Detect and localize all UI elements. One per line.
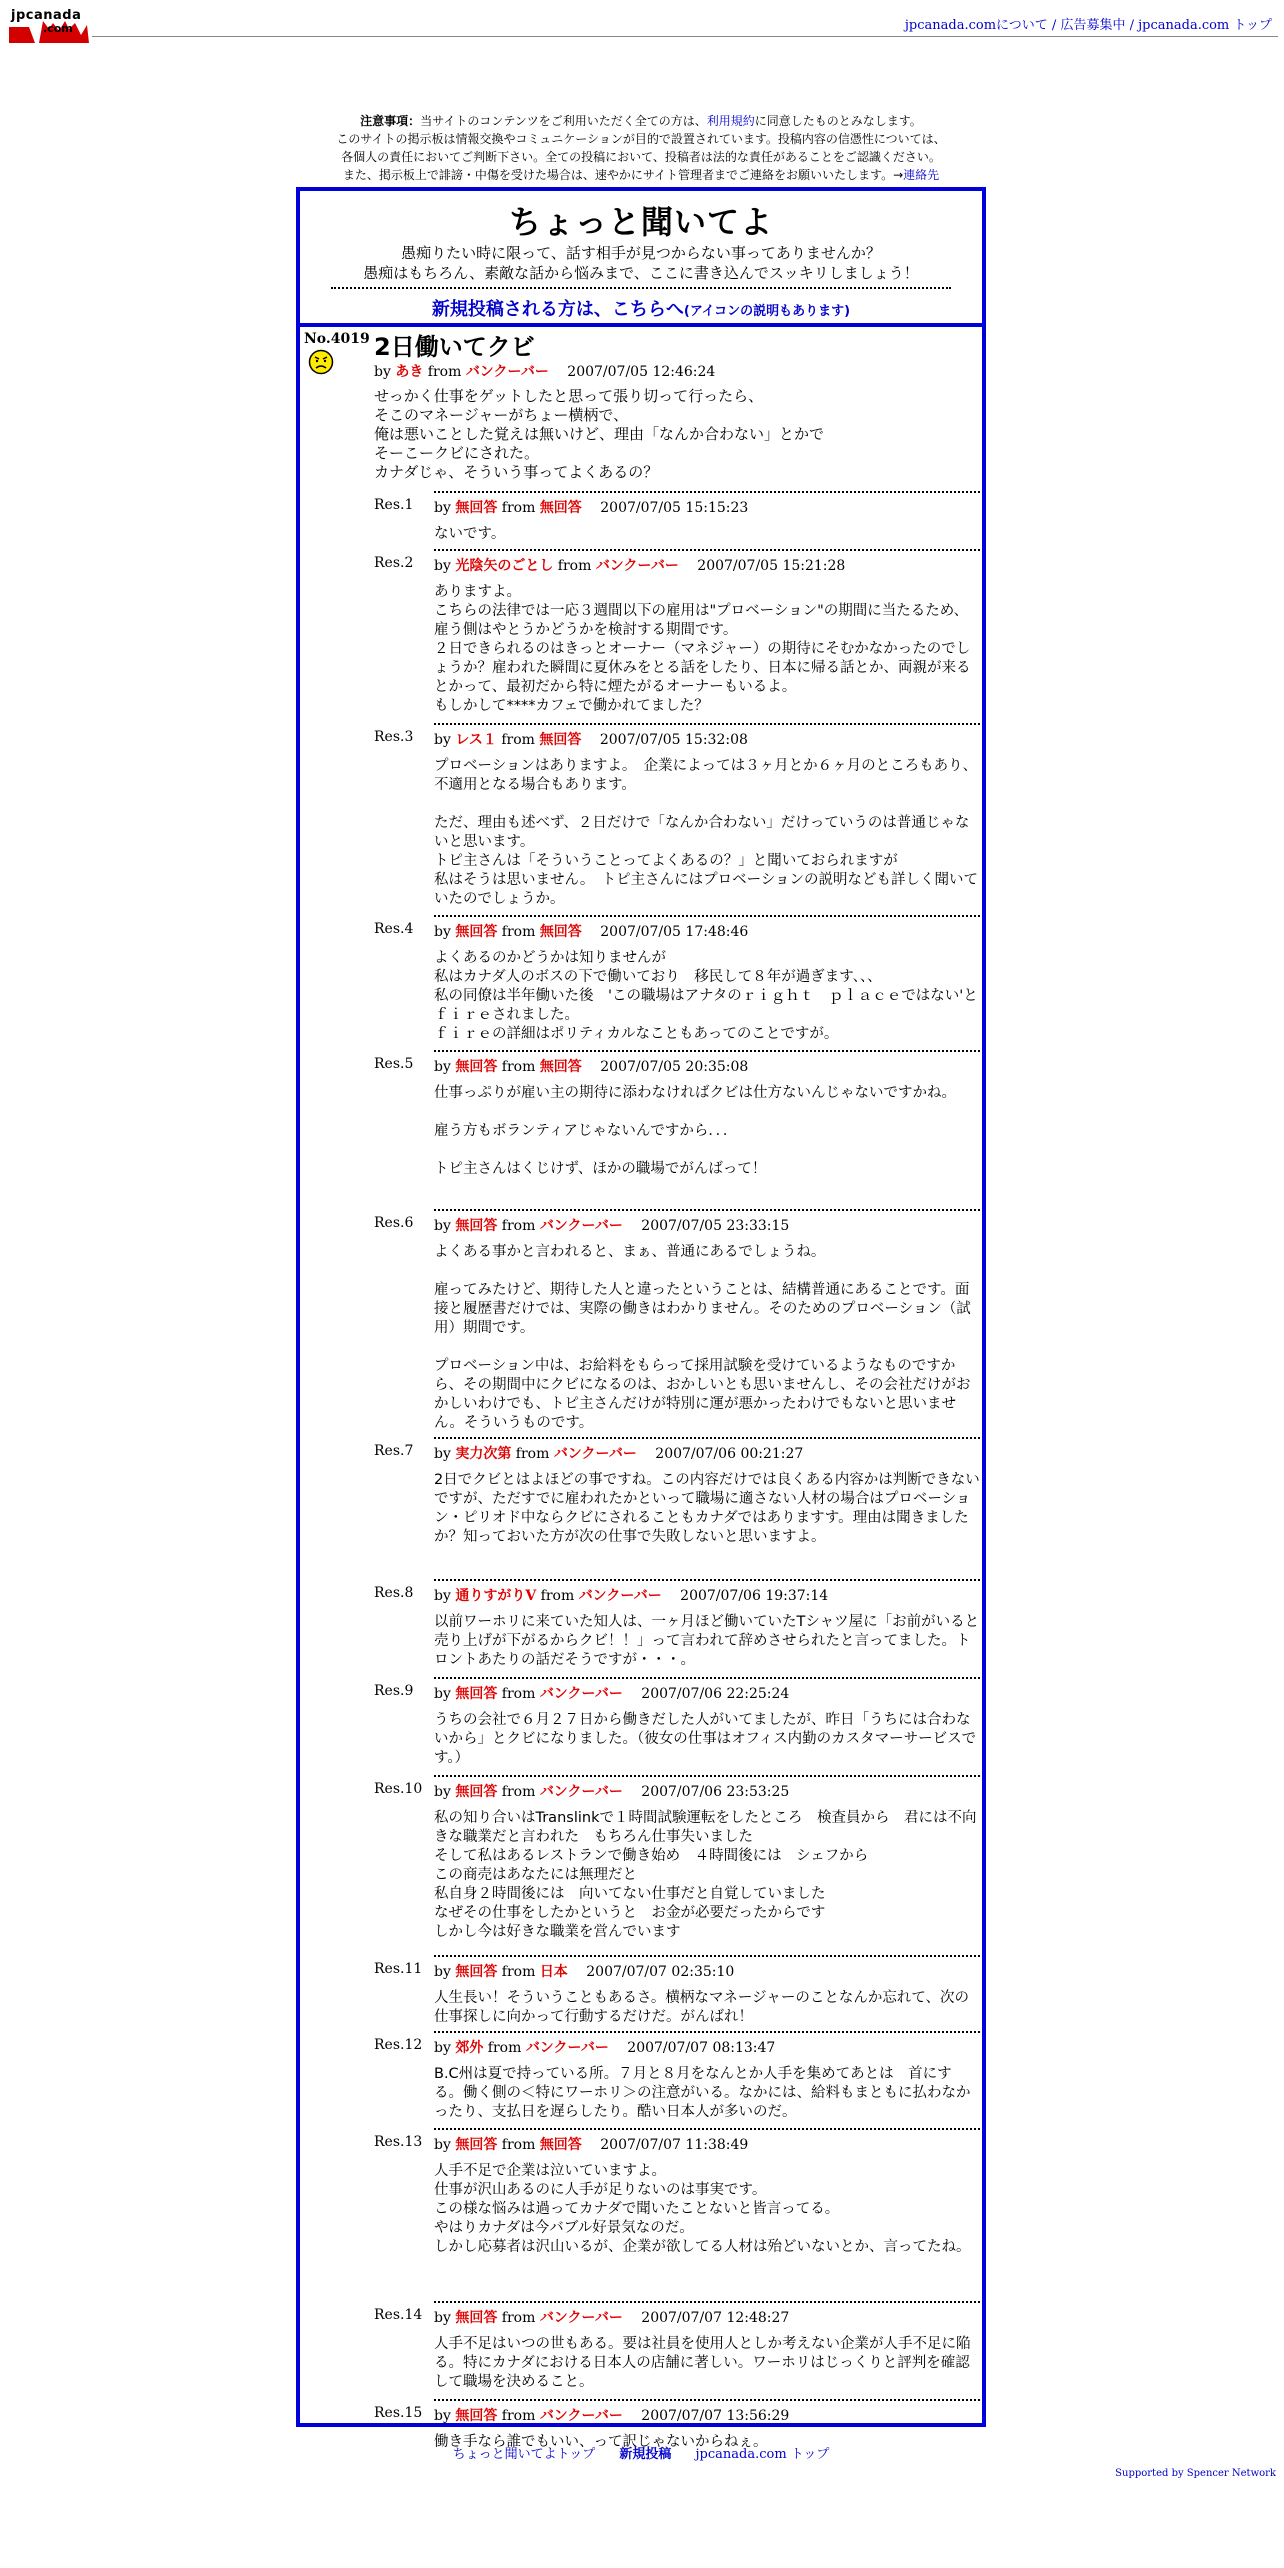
reply-separator bbox=[434, 549, 980, 551]
reply-byline: by 通りすがりV from バンクーバー 2007/07/06 19:37:14 bbox=[434, 1588, 829, 1604]
reply-date: 2007/07/06 19:37:14 bbox=[680, 1588, 829, 1604]
reply-location: バンクーバー bbox=[539, 1784, 623, 1800]
board-title: ちょっと聞いてよ bbox=[508, 203, 773, 241]
reply-separator bbox=[434, 491, 980, 493]
reply-byline: by 無回答 from 日本 2007/07/07 02:35:10 bbox=[434, 1964, 735, 1980]
author-name: あき bbox=[395, 364, 424, 380]
reply-date: 2007/07/06 00:21:27 bbox=[655, 1446, 804, 1462]
angry-face-icon bbox=[308, 349, 334, 375]
reply-separator bbox=[434, 1579, 980, 1581]
reply-number: Res.5 bbox=[374, 1056, 414, 1072]
reply-separator bbox=[434, 723, 980, 725]
footer-links bbox=[296, 2443, 986, 2462]
reply-separator bbox=[434, 915, 980, 917]
reply-byline: by 無回答 from バンクーバー 2007/07/06 22:25:24 bbox=[434, 1686, 790, 1702]
author-location: バンクーバー bbox=[465, 364, 549, 380]
reply-location: バンクーバー bbox=[539, 2310, 623, 2326]
reply-number: Res.1 bbox=[374, 497, 414, 513]
reply-location: バンクーバー bbox=[525, 2040, 609, 2056]
reply-author: 無回答 bbox=[455, 2310, 498, 2326]
site-top-link[interactable]: jpcanada.com トップ bbox=[695, 2447, 830, 2462]
notice-text: このサイトの掲示板は情報交換やコミュニケーションが目的で設置されています。投稿内容の信憑性については、 bbox=[336, 132, 946, 146]
reply-location: バンクーバー bbox=[539, 2408, 623, 2424]
reply-byline: by 無回答 from バンクーバー 2007/07/07 12:48:27 bbox=[434, 2310, 790, 2326]
reply-location: 無回答 bbox=[539, 1059, 582, 1075]
reply-byline: by 無回答 from バンクーバー 2007/07/07 13:56:29 bbox=[434, 2408, 790, 2424]
reply-author: 実力次第 bbox=[455, 1446, 512, 1462]
reply-author: 無回答 bbox=[455, 1059, 498, 1075]
notice-text: 各個人の責任においてご判断下さい。全ての投稿において、投稿者は法的な責任があることをご認識ください。 bbox=[341, 150, 941, 164]
header-divider bbox=[92, 36, 1278, 37]
top-links: jpcanada.comについて / 広告募集中 / jpcanada.com トップ bbox=[904, 18, 1272, 33]
reply-body: 人手不足で企業は泣いていますよ。 仕事が沢山あるのに人手が足りないのは事実です。 この様な悩みは過ってカナダで聞いたことないと皆言ってる。 やはりカナダは今バブル好景気なのだ。 しかし応募者は沢山いるが、企業が欲してる人材は殆どいないとか、言ってたね。 bbox=[434, 2163, 971, 2255]
reply-number: Res.11 bbox=[374, 1961, 423, 1977]
reply-body: 以前ワーホリに来ていた知人は、一ヶ月ほど働いていたTシャツ屋に「お前がいると売り上げが下がるからクビ！！」って言われて辞めさせられたと言ってました。トロントあたりの話だそうですが・・・。 bbox=[434, 1614, 980, 1668]
reply-byline: by 無回答 from バンクーバー 2007/07/06 23:53:25 bbox=[434, 1784, 790, 1800]
board-subtitle-2: 愚痴はもちろん、素敵な話から悩みまで、ここに書き込んでスッキリしましょう！ bbox=[363, 264, 919, 282]
board-panel bbox=[296, 187, 986, 2450]
reply-location: 無回答 bbox=[539, 924, 582, 940]
reply-date: 2007/07/06 22:25:24 bbox=[641, 1686, 790, 1702]
reply-number: Res.7 bbox=[374, 1443, 414, 1459]
reply-body: ないです。 bbox=[434, 526, 506, 542]
reply-byline: by 無回答 from 無回答 2007/07/05 15:15:23 bbox=[434, 500, 749, 516]
notice-label: 注意事項： bbox=[360, 114, 421, 128]
reply-body: ありますよ。 こちらの法律では一応３週間以下の雇用は"プロベーション"の期間に当たるため、雇う側はやとうかどうかを検討する期間です。 ２日できられるのはきっとオーナー（マネジャー）の期待にそむかなかったのでしょうか？雇われた瞬間に夏休みをとる話をしたり、日本に帰る話とか、両親が来るとかって、最初だから特に煙たがるオーナーもいるよ。 もしかして****カフェで働かれてました？ bbox=[434, 584, 971, 714]
contact-link[interactable]: 連絡先 bbox=[903, 168, 940, 182]
reply-date: 2007/07/07 08:13:47 bbox=[627, 2040, 776, 2056]
reply-separator bbox=[434, 2399, 980, 2401]
reply-body: 人手不足はいつの世もある。要は社員を使用人としか考えない企業が人手不足に陥る。特にカナダにおける日本人の店舗に著しい。ワーホリはじっくりと評判を確認して職場を決めること。 bbox=[434, 2336, 971, 2390]
thread-number: No.4019 bbox=[304, 331, 370, 347]
supported-by[interactable]: Supported by Spencer Network bbox=[1115, 2468, 1276, 2479]
reply-date: 2007/07/05 23:33:15 bbox=[641, 1218, 790, 1234]
reply-separator bbox=[434, 1775, 980, 1777]
notice-text: に同意したものとみなします。 bbox=[754, 114, 922, 128]
reply-byline: by 郊外 from バンクーバー 2007/07/07 08:13:47 bbox=[434, 2040, 776, 2056]
reply-separator bbox=[434, 1209, 980, 1211]
reply-date: 2007/07/05 15:21:28 bbox=[697, 558, 846, 574]
reply-byline: by レス１ from 無回答 2007/07/05 15:32:08 bbox=[434, 732, 748, 748]
reply-number: Res.2 bbox=[374, 555, 414, 571]
reply-body: 人生長い！そういうこともあるさ。横柄なマネージャーのことなんか忘れて、次の仕事探しに向かって行動するだけだ。がんばれ！ bbox=[434, 1990, 970, 2025]
site-header bbox=[0, 0, 1284, 44]
jpcanada-logo[interactable] bbox=[9, 9, 91, 43]
reply-byline: by 無回答 from バンクーバー 2007/07/05 23:33:15 bbox=[434, 1218, 790, 1234]
ads-link[interactable]: 広告募集中 bbox=[1060, 18, 1126, 33]
reply-number: Res.4 bbox=[374, 921, 414, 937]
reply-date: 2007/07/05 20:35:08 bbox=[600, 1059, 749, 1075]
reply-author: 無回答 bbox=[455, 2408, 498, 2424]
reply-location: バンクーバー bbox=[553, 1446, 637, 1462]
reply-separator bbox=[434, 2301, 980, 2303]
reply-body: うちの会社で６月２７日から働きだした人がいてましたが、昨日「うちには合わないから」とクビになりました。（彼女の仕事はオフィス内勤のカスタマーサービスです。） bbox=[434, 1712, 977, 1766]
reply-location: バンクーバー bbox=[595, 558, 679, 574]
reply-author: 無回答 bbox=[455, 1686, 498, 1702]
notice-box bbox=[296, 112, 986, 184]
reply-byline: by 無回答 from 無回答 2007/07/07 11:38:49 bbox=[434, 2137, 749, 2153]
reply-number: Res.9 bbox=[374, 1683, 414, 1699]
post-date: 2007/07/05 12:46:24 bbox=[567, 364, 716, 380]
thread-title: 2日働いてクビ bbox=[374, 333, 535, 361]
reply-number: Res.14 bbox=[374, 2307, 423, 2323]
reply-date: 2007/07/06 23:53:25 bbox=[641, 1784, 790, 1800]
reply-byline: by 無回答 from 無回答 2007/07/05 17:48:46 bbox=[434, 924, 749, 940]
reply-number: Res.6 bbox=[374, 1215, 414, 1231]
reply-separator bbox=[434, 2031, 980, 2033]
reply-location: 無回答 bbox=[539, 732, 582, 748]
reply-separator bbox=[434, 1955, 980, 1957]
reply-number: Res.13 bbox=[374, 2134, 423, 2150]
reply-separator bbox=[434, 1677, 980, 1679]
reply-body: 私の知り合いはTranslinkで１時間試験運転をしたところ 検査員から 君には不向きな職業だと言われた もちろん仕事失いました そして私はあるレストランで働き始め ４時間後には シェフから この商売はあなたには無理だと 私自身２時間後には 向いてない仕事だと自覚していました なぜその仕事をしたかというと お金が必要だったからです しかし今は好きな職業を営んでいます bbox=[434, 1810, 977, 1940]
reply-author: 通りすがりV bbox=[455, 1588, 537, 1604]
reply-author: 光陰矢のごとし bbox=[455, 558, 554, 574]
new-post-footer-link[interactable]: 新規投稿 bbox=[619, 2447, 672, 2462]
reply-separator bbox=[434, 1050, 980, 1052]
reply-number: Res.8 bbox=[374, 1585, 414, 1601]
board-top-link[interactable]: ちょっと聞いてよトップ bbox=[452, 2447, 596, 2462]
logo-domain: .com bbox=[43, 22, 73, 35]
reply-author: 無回答 bbox=[455, 1784, 498, 1800]
reply-date: 2007/07/07 12:48:27 bbox=[641, 2310, 790, 2326]
reply-date: 2007/07/07 11:38:49 bbox=[600, 2137, 749, 2153]
reply-author: 無回答 bbox=[455, 924, 498, 940]
reply-date: 2007/07/07 02:35:10 bbox=[586, 1964, 735, 1980]
reply-body: B.C州は夏で持っている所。７月と８月をなんとか人手を集めてあとは 首にする。働く側の＜特にワーホリ＞の注意がいる。なかには、給料もまともに払わなかったり、支払日を遅らしたり。酷い日本人が多いのだ。 bbox=[434, 2066, 971, 2120]
notice-text: また、掲示板上で誹謗・中傷を受けた場合は、速やかにサイト管理者までご連絡をお願いいたします。→ bbox=[342, 168, 904, 182]
reply-location: バンクーバー bbox=[578, 1588, 662, 1604]
reply-byline: by 実力次第 from バンクーバー 2007/07/06 00:21:27 bbox=[434, 1446, 804, 1462]
reply-author: 無回答 bbox=[455, 1218, 498, 1234]
reply-byline: by 光陰矢のごとし from バンクーバー 2007/07/05 15:21:28 bbox=[434, 558, 846, 574]
reply-body: よくあるのかどうかは知りませんが 私はカナダ人のボスの下で働いており 移民して８年が過ぎます、、、 私の同僚は半年働いた後 'この職場はアナタのｒｉｇｈｔ ｐｌａｃｅではない'とｆｉｒｅされました。 ｆｉｒｅの詳細はポリティカルなこともあってのことですが。 bbox=[434, 950, 978, 1042]
reply-byline: by 無回答 from 無回答 2007/07/05 20:35:08 bbox=[434, 1059, 749, 1075]
thread-byline: by あき from バンクーバー 2007/07/05 12:46:24 bbox=[374, 364, 716, 380]
reply-separator bbox=[434, 1437, 980, 1439]
reply-number: Res.3 bbox=[374, 729, 414, 745]
reply-number: Res.10 bbox=[374, 1781, 423, 1797]
reply-body: よくある事かと言われると、まぁ、普通にあるでしょうね。 雇ってみたけど、期待した人と違ったということは、結構普通にあることです。面接と履歴書だけでは、実際の働きはわかりません。そのためのプロベーション（試用）期間です。 プロベーション中は、お給料をもらって採用試験を受けているようなものですから、その期間中にクビになるのは、おかしいとも思いませんし、その会社だけがおかしいわけでも、トピ主さんだけが特別に運が悪かったわけでもないと思いません。そういうものです。 bbox=[434, 1244, 971, 1431]
notice-text: 当サイトのコンテンツをご利用いただく全ての方は、 bbox=[420, 114, 707, 128]
logo-text: jpcanada bbox=[11, 8, 82, 23]
reply-date: 2007/07/07 13:56:29 bbox=[641, 2408, 790, 2424]
reply-body: 2日でクビとはよほどの事ですね。この内容だけでは良くある内容かは判断できないですが、ただすでに雇われたかといって職場に適さない人材の場合はプロベーション・ピリオド中ならクビにされることもカナダではありますす。理由は聞きましたか？知っておいた方が次の仕事で失敗しないと思いますよ。 bbox=[434, 1472, 980, 1545]
reply-author: 無回答 bbox=[455, 500, 498, 516]
reply-location: 日本 bbox=[539, 1964, 568, 1980]
terms-link[interactable]: 利用規約 bbox=[706, 114, 755, 128]
reply-body: 仕事っぷりが雇い主の期待に添わなければクビは仕方ないんじゃないですかね。 雇う方もボランティアじゃないんですから．．． トピ主さんはくじけず、ほかの職場でがんばって！ bbox=[434, 1085, 956, 1177]
reply-body: 働き手なら誰でもいい、って訳じゃないからねぇ。 bbox=[434, 2434, 768, 2450]
reply-author: 無回答 bbox=[455, 1964, 498, 1980]
reply-location: 無回答 bbox=[539, 500, 582, 516]
reply-number: Res.15 bbox=[374, 2405, 423, 2421]
reply-number: Res.12 bbox=[374, 2037, 423, 2053]
about-link[interactable]: jpcanada.comについて bbox=[904, 18, 1048, 33]
reply-location: バンクーバー bbox=[539, 1218, 623, 1234]
board-subtitle-1: 愚痴りたい時に限って、話す相手が見つからない事ってありませんか？ bbox=[401, 244, 881, 262]
dotted-divider bbox=[331, 287, 951, 289]
top-link[interactable]: jpcanada.com トップ bbox=[1138, 18, 1272, 33]
reply-author: 郊外 bbox=[455, 2040, 484, 2056]
reply-separator bbox=[434, 2128, 980, 2130]
reply-body: プロベーションはありますよ。 企業によっては３ヶ月とか６ヶ月のところもあり、不適用となる場合もあります。 ただ、理由も述べず、２日だけで「なんか合わない」だけっていうのは普通じゃないと思います。 トピ主さんは「そういうことってよくあるの？」と聞いておられますが 私はそうは思いません。 トピ主さんにはプロベーションの説明なども詳しく聞いていたのでしょうか。 bbox=[434, 758, 979, 907]
reply-author: レス１ bbox=[455, 732, 497, 748]
reply-location: 無回答 bbox=[539, 2137, 582, 2153]
reply-location: バンクーバー bbox=[539, 1686, 623, 1702]
reply-date: 2007/07/05 15:15:23 bbox=[600, 500, 749, 516]
reply-author: 無回答 bbox=[455, 2137, 498, 2153]
board-header bbox=[300, 191, 982, 327]
reply-date: 2007/07/05 15:32:08 bbox=[599, 732, 748, 748]
reply-date: 2007/07/05 17:48:46 bbox=[600, 924, 749, 940]
new-post-link[interactable]: 新規投稿される方は、こちらへ(アイコンの説明もあります) bbox=[431, 299, 851, 320]
thread-body: せっかく仕事をゲットしたと思って張り切って行ったら、 そこのマネージャーがちょー横柄で、 俺は悪いことした覚えは無いけど、理由「なんか合わない」とかで そーこークビにされた。 カナダじゃ、そういう事ってよくあるの？ bbox=[374, 387, 825, 481]
